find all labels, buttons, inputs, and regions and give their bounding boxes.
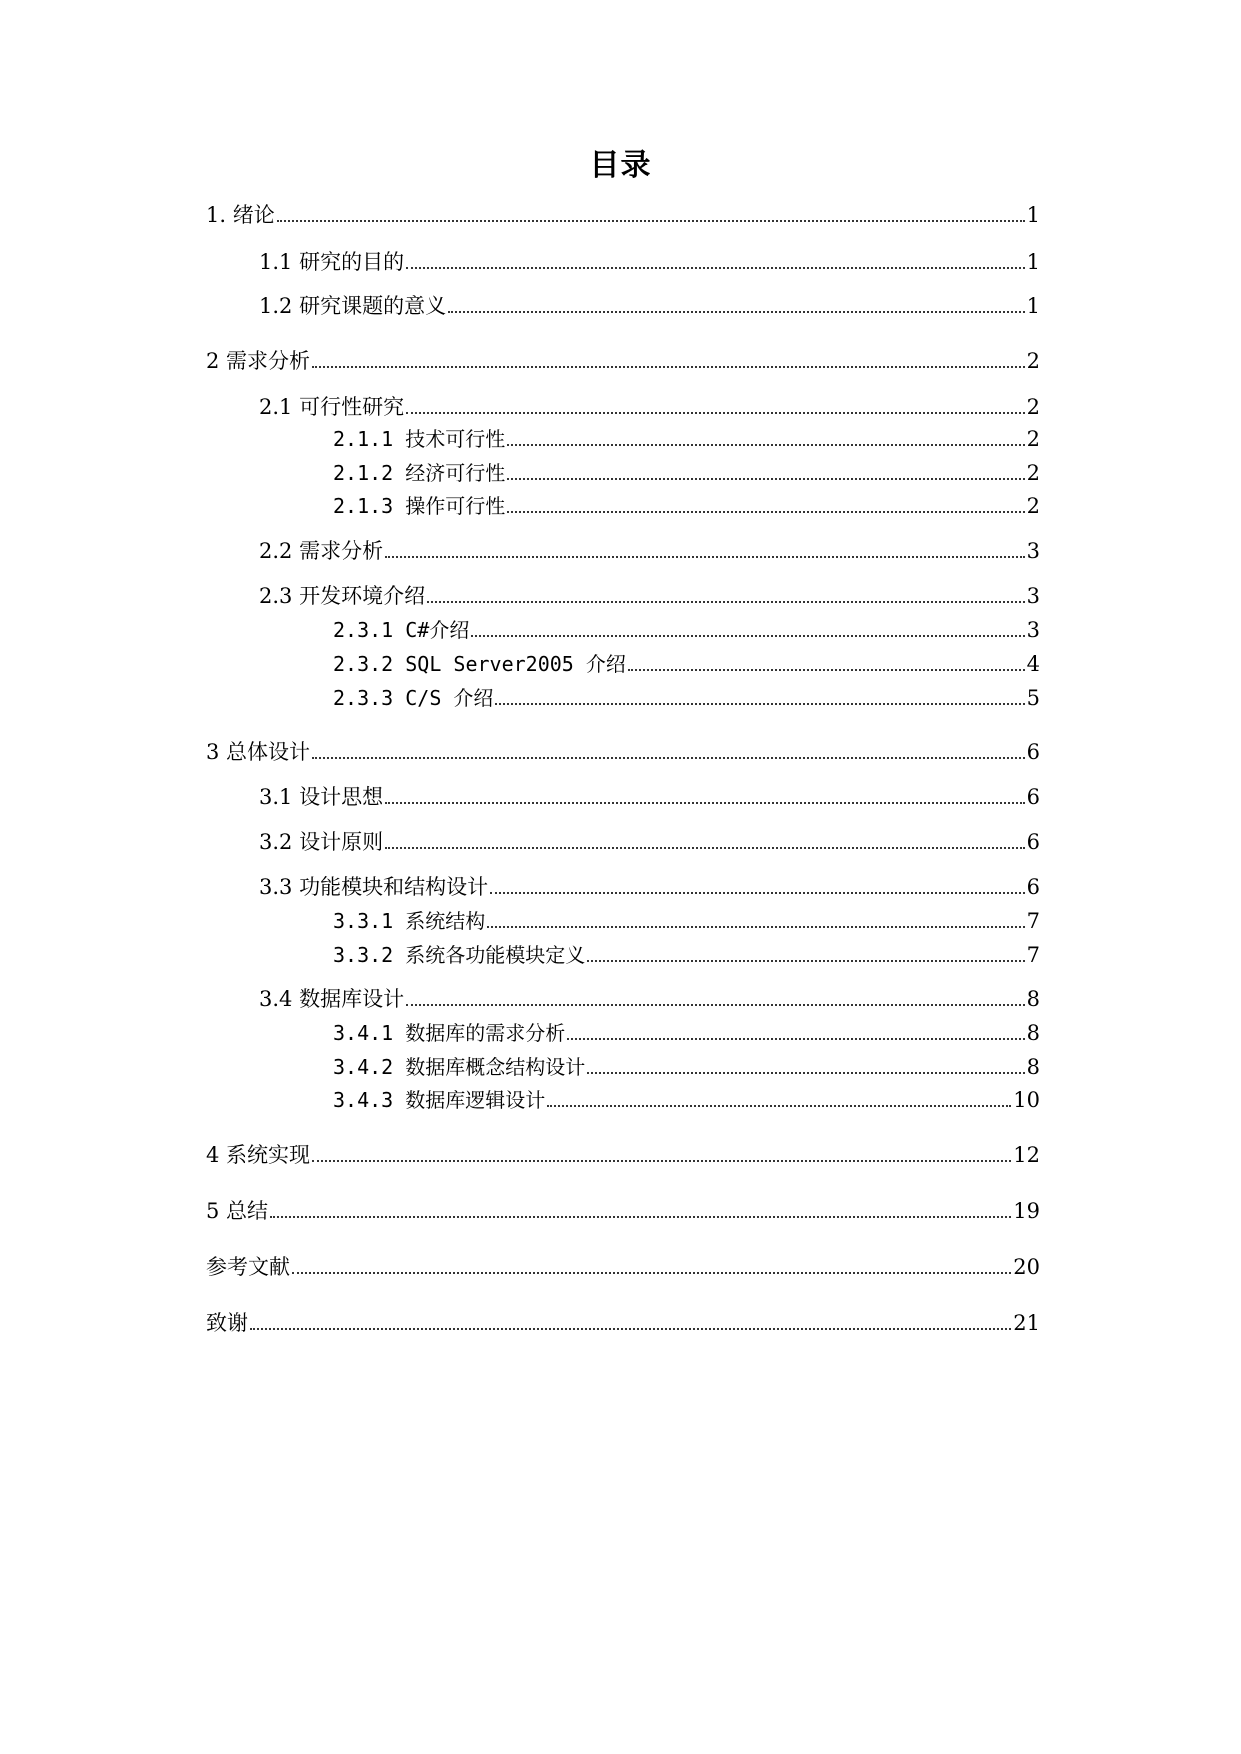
toc-entry-page-number: 2 [1026,395,1040,419]
dot-leader [312,366,1025,368]
toc-entry-page-number: 6 [1026,830,1040,854]
dot-leader [406,267,1025,269]
toc-entry-label: 2.1.2 经济可行性 [333,461,506,485]
toc-entry[interactable] [259,247,1040,277]
dot-leader [277,220,1025,222]
toc-entry[interactable] [333,683,1040,713]
toc-entry-page-number: 1 [1026,250,1040,274]
toc-entry[interactable] [333,491,1040,521]
toc-entry-label: 3.4.2 数据库概念结构设计 [333,1055,586,1079]
toc-entry-label: 2.3.2 SQL Server2005 介绍 [333,652,626,676]
dot-leader [406,1004,1025,1006]
toc-entry-page-number: 3 [1026,618,1040,642]
toc-entry-page-number: 2 [1026,349,1040,373]
toc-entry[interactable] [206,346,1040,376]
toc-entry-page-number: 20 [1013,1255,1040,1279]
dot-leader [312,1160,1011,1162]
toc-entry-page-number: 7 [1026,943,1040,967]
toc-entry-label: 2.1.1 技术可行性 [333,427,506,451]
toc-entry[interactable] [259,782,1040,812]
dot-leader [507,444,1024,446]
dot-leader [312,757,1025,759]
dot-leader [487,926,1024,928]
toc-entry-label: 2.1 可行性研究 [259,395,405,419]
dot-leader [292,1272,1011,1274]
toc-entry-page-number: 10 [1013,1088,1040,1112]
toc-entry[interactable] [259,392,1040,422]
toc-entry-page-number: 2 [1026,461,1040,485]
toc-entry-label: 2.3.3 C/S 介绍 [333,686,494,710]
toc-entry-label: 3.4.3 数据库逻辑设计 [333,1088,546,1112]
toc-entry-page-number: 6 [1026,740,1040,764]
dot-leader [471,635,1024,637]
toc-entry-page-number: 1 [1026,203,1040,227]
toc-entry-label: 2.3.1 C#介绍 [333,618,470,642]
toc-entry-page-number: 8 [1026,1055,1040,1079]
toc-entry[interactable] [206,1308,1040,1338]
dot-leader [628,669,1025,671]
toc-entry-label: 3.3.1 系统结构 [333,909,486,933]
toc-entry[interactable] [259,984,1040,1014]
toc-entry-label: 3 总体设计 [206,740,311,764]
toc-entry-page-number: 19 [1013,1199,1040,1223]
toc-entry-page-number: 12 [1013,1143,1040,1167]
dot-leader [587,1072,1024,1074]
toc-entry[interactable] [333,940,1040,970]
toc-entry[interactable] [259,581,1040,611]
toc-entry-label: 致谢 [206,1311,248,1335]
toc-entry-page-number: 6 [1026,785,1040,809]
toc-entry-label: 5 总结 [206,1199,269,1223]
toc-entry-label: 4 系统实现 [206,1143,311,1167]
toc-entry-label: 3.4.1 数据库的需求分析 [333,1021,566,1045]
toc-entry[interactable] [333,1018,1040,1048]
dot-leader [270,1216,1011,1218]
toc-entry[interactable] [333,1085,1040,1115]
dot-leader [507,478,1024,480]
toc-entry[interactable] [206,737,1040,767]
toc-entry[interactable] [206,1252,1040,1282]
toc-entry-label: 2 需求分析 [206,349,311,373]
toc-entry[interactable] [333,649,1040,679]
toc-entry-label: 参考文献 [206,1255,290,1279]
toc-entry-page-number: 2 [1026,427,1040,451]
toc-entry-label: 2.2 需求分析 [259,539,384,563]
dot-leader [495,703,1024,705]
toc-entry-label: 2.1.3 操作可行性 [333,494,506,518]
dot-leader [507,511,1024,513]
toc-entry-label: 3.4 数据库设计 [259,987,405,1011]
toc-entry-page-number: 21 [1013,1311,1040,1335]
toc-entry-page-number: 5 [1026,686,1040,710]
dot-leader [385,847,1025,849]
toc-entry[interactable] [333,906,1040,936]
toc-entry[interactable] [259,827,1040,857]
toc-entry-label: 3.3.2 系统各功能模块定义 [333,943,586,967]
toc-title: 目录 [589,148,652,183]
toc-entry[interactable] [333,1052,1040,1082]
toc-entry-page-number: 8 [1026,987,1040,1011]
toc-entry-page-number: 1 [1026,294,1040,318]
toc-entry-page-number: 2 [1026,494,1040,518]
toc-entry[interactable] [259,872,1040,902]
dot-leader [567,1038,1024,1040]
toc-entry[interactable] [206,1196,1040,1226]
dot-leader [385,802,1025,804]
toc-entry-page-number: 7 [1026,909,1040,933]
dot-leader [406,412,1025,414]
toc-entry[interactable] [206,200,1040,230]
dot-leader [490,892,1025,894]
dot-leader [427,601,1025,603]
toc-entry-label: 2.3 开发环境介绍 [259,584,426,608]
toc-entry-page-number: 3 [1026,539,1040,563]
dot-leader [448,311,1025,313]
toc-entry[interactable] [259,291,1040,321]
toc-entry-label: 1. 绪论 [206,203,275,227]
toc-entry-label: 1.1 研究的目的 [259,250,405,274]
toc-entry-label: 1.2 研究课题的意义 [259,294,447,318]
toc-entry-label: 3.3 功能模块和结构设计 [259,875,489,899]
toc-entry[interactable] [333,615,1040,645]
toc-entry[interactable] [333,424,1040,454]
toc-entry-label: 3.1 设计思想 [259,785,384,809]
dot-leader [547,1105,1011,1107]
toc-entry-page-number: 4 [1026,652,1040,676]
dot-leader [250,1328,1011,1330]
dot-leader [587,960,1024,962]
toc-entry-label: 3.2 设计原则 [259,830,384,854]
toc-entry[interactable] [259,536,1040,566]
toc-entry[interactable] [333,458,1040,488]
dot-leader [385,556,1025,558]
toc-entry-page-number: 3 [1026,584,1040,608]
toc-entry-page-number: 6 [1026,875,1040,899]
toc-entry[interactable] [206,1140,1040,1170]
toc-entry-page-number: 8 [1026,1021,1040,1045]
